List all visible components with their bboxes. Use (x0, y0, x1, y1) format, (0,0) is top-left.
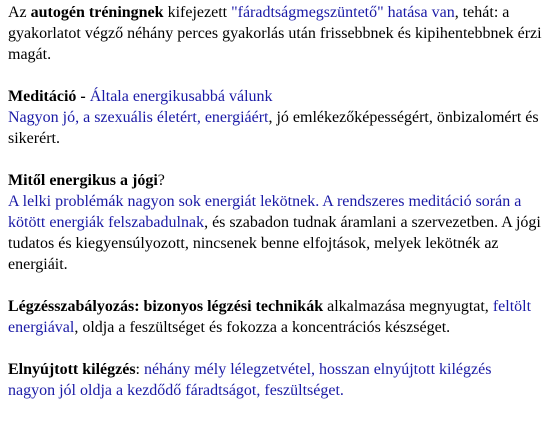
text-segment: Az (8, 4, 31, 21)
paragraph-autogen (8, 2, 542, 65)
paragraph-jogi (8, 170, 542, 275)
paragraph-meditacio (8, 86, 542, 149)
highlighted-text: Általa energikusabbá válunk (89, 88, 273, 105)
highlighted-text: feltölt energiával (8, 298, 532, 336)
text-segment: , tehát: a gyakorlatot végző néhány perces gyakorlás után frissebbnek és kipihentebbnek érzi magát. (8, 4, 542, 63)
text-segment: ? (157, 172, 165, 189)
bold-term: Légzésszabályozás: bizonyos légzési technikák (8, 298, 324, 315)
text-segment: , oldja a feszültséget és fokozza a koncentrációs készséget. (74, 319, 451, 336)
highlighted-text: A lelki problémák nagyon sok energiát lekötnek. A rendszeres meditáció során a kötött energiák felszabadulnak (8, 193, 522, 231)
paragraph-kilegzes (8, 359, 542, 401)
text-segment: : (135, 361, 144, 378)
bold-term: Meditáció - (8, 88, 90, 105)
highlighted-text: "fáradtságmegszüntető" hatása van (231, 4, 455, 21)
highlighted-text: néhány mély lélegzetvétel, hosszan elnyújtott kilégzés nagyon jól oldja a kezdődő fáradtságot, feszültséget. (8, 361, 492, 399)
text-segment: , jó emlékezőképességért, önbizalomért és sikerért. (8, 109, 539, 147)
bold-term: autogén tréningnek (30, 4, 164, 21)
bold-term: Elnyújtott kilégzés (8, 361, 136, 378)
paragraph-legzes (8, 296, 542, 338)
text-segment: alkalmazása megnyugtat, (323, 298, 493, 315)
text-segment: , és szabadon tudnak áramlani a szervezetben. A jógi tudatos és kiegyensúlyozott, nincsenek benne elfojtások, melyek lekötnék az energiáit. (8, 214, 541, 273)
text-segment: kifejezett (163, 4, 232, 21)
bold-term: Mitől energikus a jógi (8, 172, 158, 189)
highlighted-text: Nagyon jó, a szexuális életért, energiáért (8, 109, 269, 126)
